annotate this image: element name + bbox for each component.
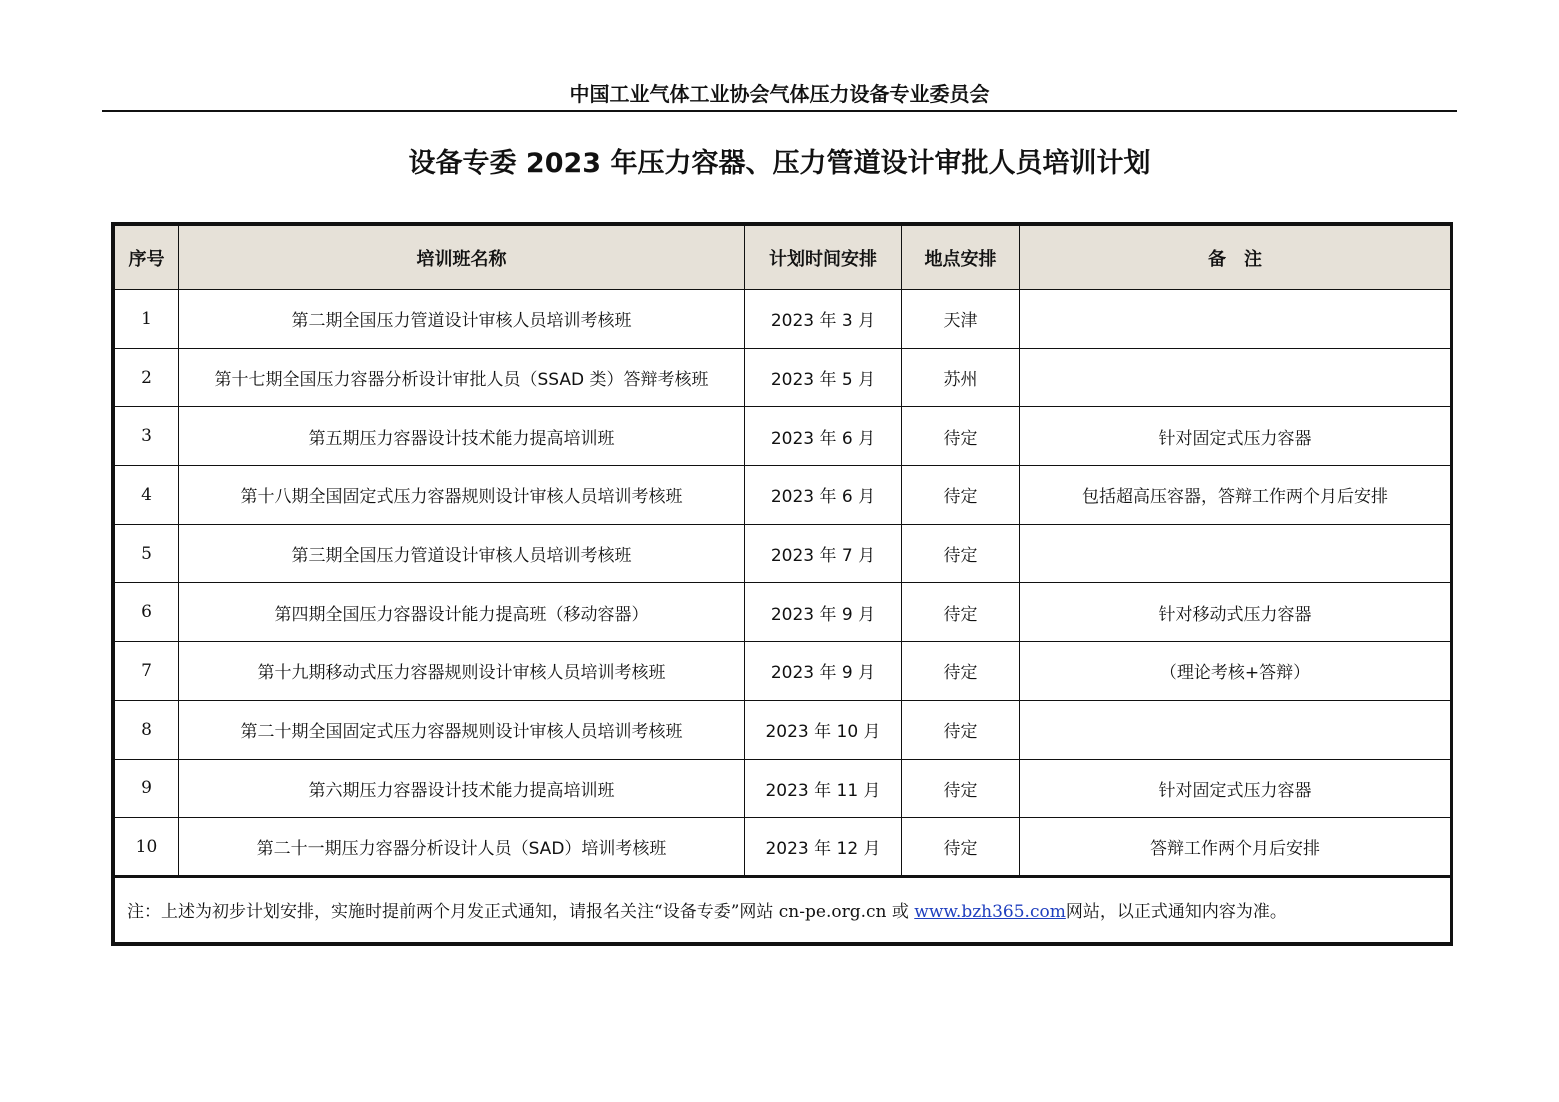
document-title: 设备专委 2023 年压力容器、压力管道设计审批人员培训计划 [408,148,1151,179]
schedule-time-cell: 2023 年 9 月 [745,583,902,642]
header-divider [102,110,1457,112]
training-plan-table-frame [111,222,1453,946]
remark-cell: 针对固定式压力容器 [1020,407,1451,466]
table-row [115,466,1451,525]
course-name-cell: 第六期压力容器设计技术能力提高培训班 [179,759,745,818]
table-body [115,290,1451,877]
remark-cell [1020,348,1451,407]
table-row [115,700,1451,759]
row-number-cell: 9 [115,759,179,818]
remark-cell: 针对移动式压力容器 [1020,583,1451,642]
note-cell [115,876,1451,942]
table-row [115,290,1451,349]
row-number-cell: 8 [115,700,179,759]
table-header-row [115,226,1451,290]
course-name-cell: 第五期压力容器设计技术能力提高培训班 [179,407,745,466]
row-number-cell: 7 [115,642,179,701]
remark-cell [1020,290,1451,349]
note-prefix: 注：上述为初步计划安排，实施时提前两个月发正式通知，请报名关注“设备专委”网站 cn-pe.org.cn 或 [127,902,915,923]
table-row [115,759,1451,818]
table-row [115,524,1451,583]
column-header-remark: 备 注 [1020,226,1451,290]
remark-cell [1020,524,1451,583]
location-cell: 待定 [902,818,1020,877]
training-plan-table [114,225,1451,943]
schedule-time-cell: 2023 年 6 月 [745,466,902,525]
schedule-time-cell: 2023 年 12 月 [745,818,902,877]
location-cell: 待定 [902,466,1020,525]
row-number-cell: 1 [115,290,179,349]
remark-cell [1020,700,1451,759]
column-header-course-name: 培训班名称 [179,226,745,290]
location-cell: 待定 [902,642,1020,701]
location-cell: 苏州 [902,348,1020,407]
column-header-no: 序号 [115,226,179,290]
location-cell: 待定 [902,407,1020,466]
column-header-schedule: 计划时间安排 [745,226,902,290]
schedule-time-cell: 2023 年 3 月 [745,290,902,349]
table-row [115,348,1451,407]
course-name-cell: 第三期全国压力管道设计审核人员培训考核班 [179,524,745,583]
table-row [115,818,1451,877]
course-name-cell: 第十七期全国压力容器分析设计审批人员（SSAD 类）答辩考核班 [179,348,745,407]
course-name-cell: 第十八期全国固定式压力容器规则设计审核人员培训考核班 [179,466,745,525]
row-number-cell: 5 [115,524,179,583]
website-link[interactable]: www.bzh365.com [914,902,1066,923]
location-cell: 待定 [902,583,1020,642]
schedule-time-cell: 2023 年 10 月 [745,700,902,759]
course-name-cell: 第二十期全国固定式压力容器规则设计审核人员培训考核班 [179,700,745,759]
table-row [115,583,1451,642]
remark-cell: 针对固定式压力容器 [1020,759,1451,818]
schedule-time-cell: 2023 年 9 月 [745,642,902,701]
row-number-cell: 4 [115,466,179,525]
location-cell: 天津 [902,290,1020,349]
remark-cell: 包括超高压容器，答辩工作两个月后安排 [1020,466,1451,525]
row-number-cell: 10 [115,818,179,877]
schedule-time-cell: 2023 年 5 月 [745,348,902,407]
course-name-cell: 第四期全国压力容器设计能力提高班（移动容器） [179,583,745,642]
row-number-cell: 3 [115,407,179,466]
remark-cell: 答辩工作两个月后安排 [1020,818,1451,877]
schedule-time-cell: 2023 年 6 月 [745,407,902,466]
note-suffix: 网站，以正式通知内容为准。 [1065,902,1287,923]
table-row [115,407,1451,466]
course-name-cell: 第二期全国压力管道设计审核人员培训考核班 [179,290,745,349]
column-header-location: 地点安排 [902,226,1020,290]
course-name-cell: 第十九期移动式压力容器规则设计审核人员培训考核班 [179,642,745,701]
location-cell: 待定 [902,759,1020,818]
remark-cell: （理论考核+答辩） [1020,642,1451,701]
location-cell: 待定 [902,700,1020,759]
note-row [115,876,1451,942]
schedule-time-cell: 2023 年 7 月 [745,524,902,583]
organization-header: 中国工业气体工业协会气体压力设备专业委员会 [569,82,990,106]
table-row [115,642,1451,701]
schedule-time-cell: 2023 年 11 月 [745,759,902,818]
course-name-cell: 第二十一期压力容器分析设计人员（SAD）培训考核班 [179,818,745,877]
row-number-cell: 2 [115,348,179,407]
row-number-cell: 6 [115,583,179,642]
location-cell: 待定 [902,524,1020,583]
